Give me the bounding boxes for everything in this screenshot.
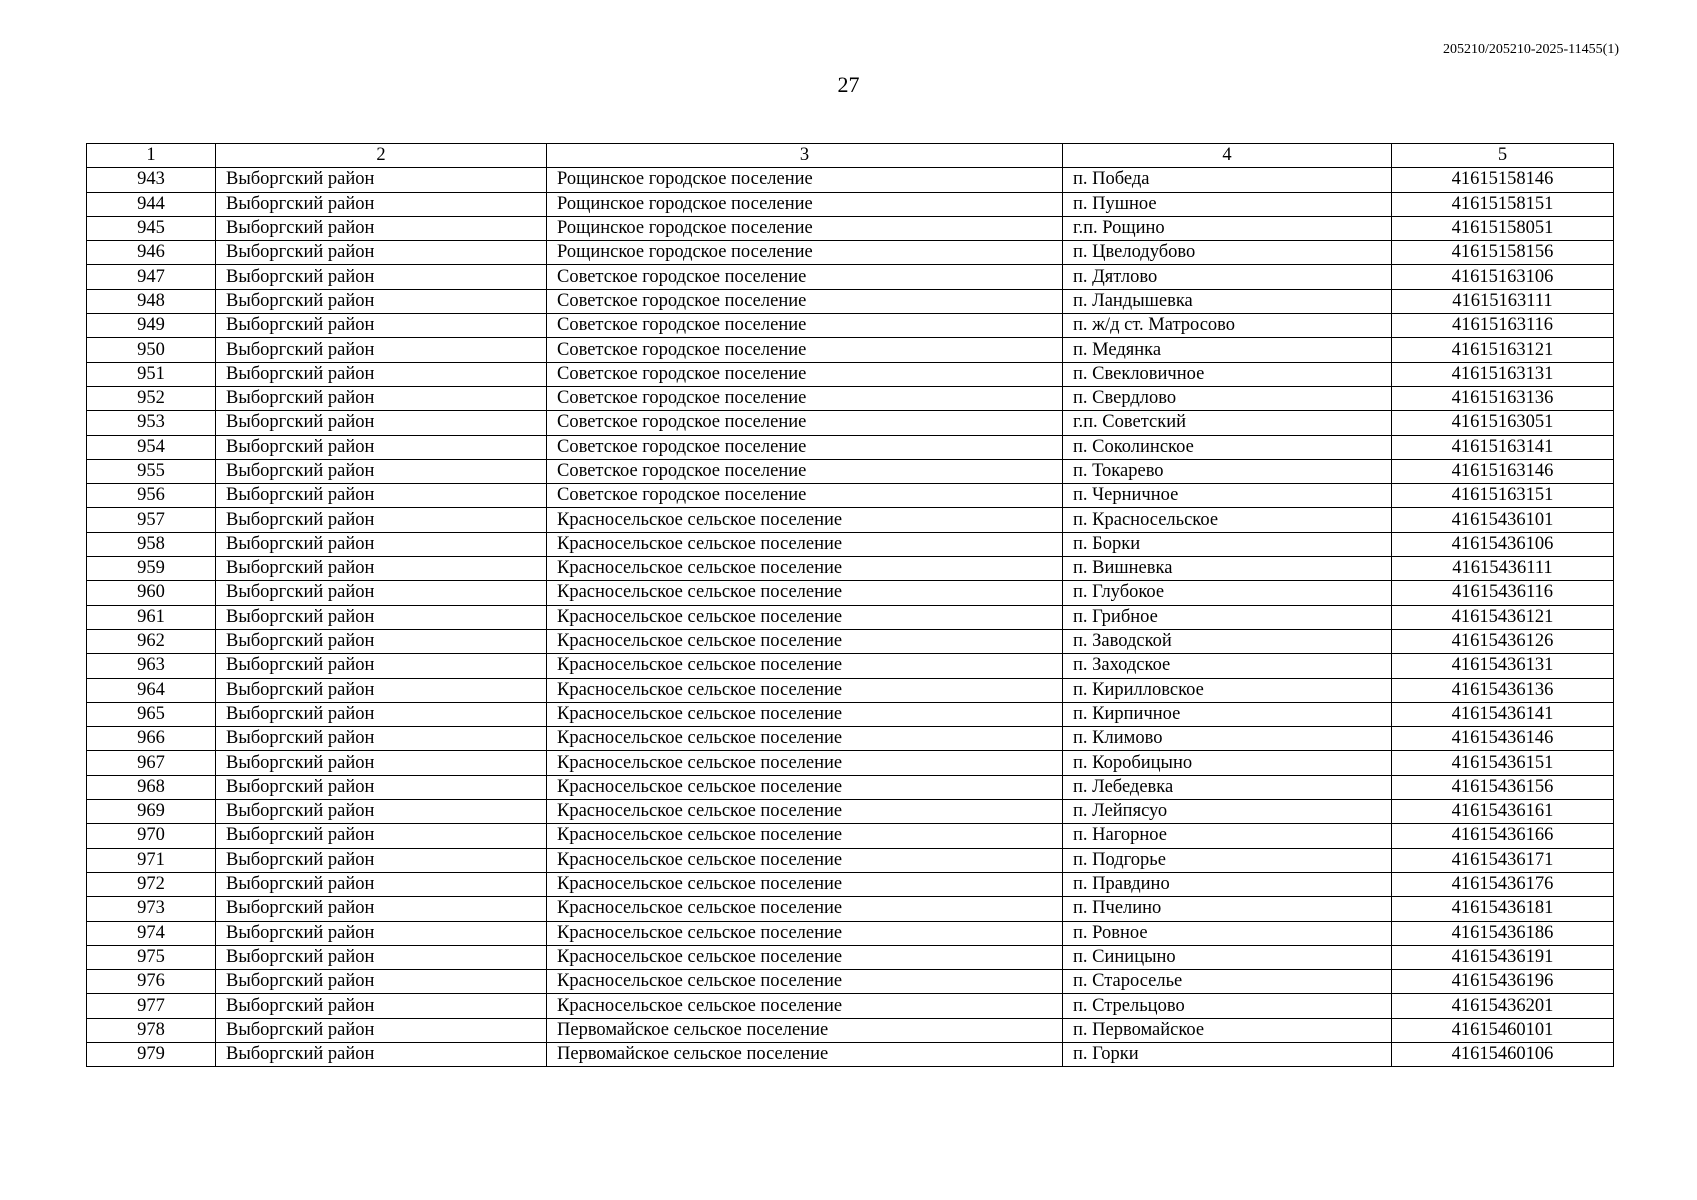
locality-cell: п. Ландышевка [1063,289,1392,313]
district-cell: Выборгский район [216,265,547,289]
locality-cell: п. ж/д ст. Матросово [1063,314,1392,338]
settlement-cell: Советское городское поселение [547,411,1063,435]
district-cell: Выборгский район [216,314,547,338]
locality-cell: п. Токарево [1063,459,1392,483]
oktmo-code-cell: 41615163141 [1392,435,1614,459]
oktmo-code-cell: 41615436111 [1392,557,1614,581]
table-row [87,265,1614,289]
locality-cell: п. Кирпичное [1063,702,1392,726]
district-cell: Выборгский район [216,872,547,896]
settlement-cell: Красносельское сельское поселение [547,751,1063,775]
district-cell: Выборгский район [216,216,547,240]
header-row [87,144,1614,168]
locality-cell: п. Борки [1063,532,1392,556]
table-row [87,629,1614,653]
locality-cell: п. Климово [1063,727,1392,751]
table-body [87,168,1614,1067]
row-number-cell: 978 [87,1018,216,1042]
row-number-cell: 965 [87,702,216,726]
table-row [87,605,1614,629]
district-cell: Выборгский район [216,945,547,969]
row-number-cell: 977 [87,994,216,1018]
settlement-cell: Красносельское сельское поселение [547,945,1063,969]
district-cell: Выборгский район [216,168,547,192]
row-number-cell: 973 [87,897,216,921]
row-number-cell: 957 [87,508,216,532]
locality-cell: п. Глубокое [1063,581,1392,605]
district-cell: Выборгский район [216,338,547,362]
settlement-cell: Советское городское поселение [547,459,1063,483]
oktmo-code-cell: 41615163136 [1392,386,1614,410]
settlement-cell: Советское городское поселение [547,362,1063,386]
settlement-cell: Рощинское городское поселение [547,192,1063,216]
oktmo-code-cell: 41615436171 [1392,848,1614,872]
settlement-cell: Красносельское сельское поселение [547,532,1063,556]
oktmo-code-cell: 41615436186 [1392,921,1614,945]
oktmo-code-cell: 41615436201 [1392,994,1614,1018]
document-id: 205210/205210-2025-11455(1) [1442,42,1619,57]
settlement-cell: Красносельское сельское поселение [547,678,1063,702]
row-number-cell: 976 [87,970,216,994]
locality-cell: п. Вишневка [1063,557,1392,581]
oktmo-code-cell: 41615158146 [1392,168,1614,192]
table-row [87,751,1614,775]
district-cell: Выборгский район [216,508,547,532]
oktmo-code-cell: 41615436106 [1392,532,1614,556]
oktmo-code-cell: 41615436196 [1392,970,1614,994]
settlement-cell: Рощинское городское поселение [547,216,1063,240]
oktmo-code-cell: 41615436156 [1392,775,1614,799]
locality-cell: п. Заводской [1063,629,1392,653]
district-cell: Выборгский район [216,921,547,945]
district-cell: Выборгский район [216,800,547,824]
oktmo-code-cell: 41615460106 [1392,1042,1614,1066]
settlement-cell: Советское городское поселение [547,386,1063,410]
settlement-cell: Красносельское сельское поселение [547,824,1063,848]
table-row [87,1018,1614,1042]
row-number-cell: 944 [87,192,216,216]
oktmo-code-cell: 41615436181 [1392,897,1614,921]
oktmo-code-cell: 41615436161 [1392,800,1614,824]
district-cell: Выборгский район [216,751,547,775]
settlement-cell: Рощинское городское поселение [547,168,1063,192]
table-row [87,994,1614,1018]
table-row [87,824,1614,848]
district-cell: Выборгский район [216,581,547,605]
row-number-cell: 955 [87,459,216,483]
settlement-cell: Красносельское сельское поселение [547,654,1063,678]
district-cell: Выборгский район [216,727,547,751]
table-row [87,192,1614,216]
locality-cell: п. Синицыно [1063,945,1392,969]
district-cell: Выборгский район [216,1042,547,1066]
row-number-cell: 972 [87,872,216,896]
district-cell: Выборгский район [216,362,547,386]
settlement-cell: Красносельское сельское поселение [547,727,1063,751]
row-number-cell: 966 [87,727,216,751]
oktmo-code-cell: 41615436101 [1392,508,1614,532]
table-row [87,411,1614,435]
table-row [87,314,1614,338]
table-row [87,921,1614,945]
column-header-5: 5 [1392,144,1614,168]
oktmo-code-cell: 41615158156 [1392,241,1614,265]
oktmo-code-cell: 41615158151 [1392,192,1614,216]
row-number-cell: 961 [87,605,216,629]
district-cell: Выборгский район [216,289,547,313]
settlement-cell: Красносельское сельское поселение [547,872,1063,896]
table-row [87,581,1614,605]
table-row [87,508,1614,532]
row-number-cell: 951 [87,362,216,386]
locality-cell: п. Первомайское [1063,1018,1392,1042]
settlement-cell: Рощинское городское поселение [547,241,1063,265]
oktmo-code-cell: 41615436116 [1392,581,1614,605]
row-number-cell: 960 [87,581,216,605]
row-number-cell: 969 [87,800,216,824]
row-number-cell: 974 [87,921,216,945]
locality-cell: п. Цвелодубово [1063,241,1392,265]
row-number-cell: 945 [87,216,216,240]
district-cell: Выборгский район [216,411,547,435]
settlement-cell: Красносельское сельское поселение [547,557,1063,581]
table-row [87,216,1614,240]
locality-cell: п. Коробицыно [1063,751,1392,775]
table-row [87,532,1614,556]
table-row [87,897,1614,921]
locality-cell: п. Красносельское [1063,508,1392,532]
oktmo-code-cell: 41615436176 [1392,872,1614,896]
settlement-cell: Красносельское сельское поселение [547,970,1063,994]
locality-cell: п. Стрельцово [1063,994,1392,1018]
locality-cell: п. Подгорье [1063,848,1392,872]
district-cell: Выборгский район [216,775,547,799]
oktmo-code-cell: 41615158051 [1392,216,1614,240]
table-row [87,459,1614,483]
table-row [87,289,1614,313]
row-number-cell: 948 [87,289,216,313]
locality-cell: п. Дятлово [1063,265,1392,289]
oktmo-code-cell: 41615436151 [1392,751,1614,775]
table-row [87,386,1614,410]
district-cell: Выборгский район [216,994,547,1018]
row-number-cell: 963 [87,654,216,678]
locality-cell: п. Правдино [1063,872,1392,896]
settlement-cell: Красносельское сельское поселение [547,897,1063,921]
settlement-cell: Красносельское сельское поселение [547,581,1063,605]
column-header-1: 1 [87,144,216,168]
row-number-cell: 954 [87,435,216,459]
row-number-cell: 947 [87,265,216,289]
district-cell: Выборгский район [216,435,547,459]
oktmo-code-cell: 41615436191 [1392,945,1614,969]
table-row [87,678,1614,702]
oktmo-code-cell: 41615163111 [1392,289,1614,313]
table-row [87,872,1614,896]
district-cell: Выборгский район [216,970,547,994]
district-cell: Выборгский район [216,654,547,678]
row-number-cell: 979 [87,1042,216,1066]
district-cell: Выборгский район [216,484,547,508]
settlements-table [86,143,1614,1067]
table-row [87,775,1614,799]
column-header-4: 4 [1063,144,1392,168]
row-number-cell: 950 [87,338,216,362]
table-row [87,241,1614,265]
settlement-cell: Красносельское сельское поселение [547,605,1063,629]
table-row [87,362,1614,386]
table-row [87,945,1614,969]
row-number-cell: 949 [87,314,216,338]
district-cell: Выборгский район [216,386,547,410]
table-row [87,1042,1614,1066]
locality-cell: п. Пчелино [1063,897,1392,921]
row-number-cell: 970 [87,824,216,848]
settlement-cell: Советское городское поселение [547,338,1063,362]
table-row [87,338,1614,362]
settlement-cell: Советское городское поселение [547,484,1063,508]
district-cell: Выборгский район [216,848,547,872]
district-cell: Выборгский район [216,824,547,848]
settlement-cell: Красносельское сельское поселение [547,800,1063,824]
row-number-cell: 943 [87,168,216,192]
row-number-cell: 959 [87,557,216,581]
oktmo-code-cell: 41615436141 [1392,702,1614,726]
oktmo-code-cell: 41615460101 [1392,1018,1614,1042]
settlement-cell: Красносельское сельское поселение [547,702,1063,726]
column-header-2: 2 [216,144,547,168]
district-cell: Выборгский район [216,1018,547,1042]
settlement-cell: Советское городское поселение [547,265,1063,289]
district-cell: Выборгский район [216,702,547,726]
district-cell: Выборгский район [216,897,547,921]
locality-cell: г.п. Рощино [1063,216,1392,240]
district-cell: Выборгский район [216,459,547,483]
locality-cell: п. Староселье [1063,970,1392,994]
row-number-cell: 946 [87,241,216,265]
settlement-cell: Красносельское сельское поселение [547,848,1063,872]
table-row [87,484,1614,508]
oktmo-code-cell: 41615436131 [1392,654,1614,678]
settlement-cell: Красносельское сельское поселение [547,994,1063,1018]
oktmo-code-cell: 41615163121 [1392,338,1614,362]
oktmo-code-cell: 41615163106 [1392,265,1614,289]
oktmo-code-cell: 41615163116 [1392,314,1614,338]
table-row [87,702,1614,726]
settlement-cell: Первомайское сельское поселение [547,1042,1063,1066]
locality-cell: п. Медянка [1063,338,1392,362]
oktmo-code-cell: 41615163146 [1392,459,1614,483]
oktmo-code-cell: 41615163131 [1392,362,1614,386]
row-number-cell: 958 [87,532,216,556]
row-number-cell: 952 [87,386,216,410]
locality-cell: п. Свекловичное [1063,362,1392,386]
locality-cell: п. Горки [1063,1042,1392,1066]
locality-cell: п. Соколинское [1063,435,1392,459]
row-number-cell: 968 [87,775,216,799]
table-row [87,435,1614,459]
table-row [87,168,1614,192]
row-number-cell: 971 [87,848,216,872]
district-cell: Выборгский район [216,605,547,629]
oktmo-code-cell: 41615436146 [1392,727,1614,751]
table-header [87,144,1614,168]
settlement-cell: Советское городское поселение [547,435,1063,459]
oktmo-code-cell: 41615436121 [1392,605,1614,629]
table-row [87,800,1614,824]
row-number-cell: 956 [87,484,216,508]
locality-cell: г.п. Советский [1063,411,1392,435]
district-cell: Выборгский район [216,678,547,702]
locality-cell: п. Лейпясуо [1063,800,1392,824]
settlement-cell: Красносельское сельское поселение [547,775,1063,799]
locality-cell: п. Ровное [1063,921,1392,945]
district-cell: Выборгский район [216,557,547,581]
locality-cell: п. Пушное [1063,192,1392,216]
locality-cell: п. Лебедевка [1063,775,1392,799]
settlement-cell: Красносельское сельское поселение [547,508,1063,532]
settlement-cell: Красносельское сельское поселение [547,921,1063,945]
table-row [87,970,1614,994]
district-cell: Выборгский район [216,192,547,216]
district-cell: Выборгский район [216,629,547,653]
settlement-cell: Красносельское сельское поселение [547,629,1063,653]
locality-cell: п. Нагорное [1063,824,1392,848]
settlement-cell: Первомайское сельское поселение [547,1018,1063,1042]
page-number: 27 [837,72,860,97]
locality-cell: п. Грибное [1063,605,1392,629]
oktmo-code-cell: 41615436166 [1392,824,1614,848]
row-number-cell: 967 [87,751,216,775]
locality-cell: п. Черничное [1063,484,1392,508]
locality-cell: п. Заходское [1063,654,1392,678]
locality-cell: п. Победа [1063,168,1392,192]
district-cell: Выборгский район [216,241,547,265]
table-row [87,848,1614,872]
settlement-cell: Советское городское поселение [547,314,1063,338]
oktmo-code-cell: 41615436136 [1392,678,1614,702]
oktmo-code-cell: 41615163051 [1392,411,1614,435]
row-number-cell: 953 [87,411,216,435]
row-number-cell: 964 [87,678,216,702]
oktmo-code-cell: 41615436126 [1392,629,1614,653]
oktmo-code-cell: 41615163151 [1392,484,1614,508]
district-cell: Выборгский район [216,532,547,556]
table-row [87,557,1614,581]
locality-cell: п. Свердлово [1063,386,1392,410]
row-number-cell: 962 [87,629,216,653]
row-number-cell: 975 [87,945,216,969]
settlement-cell: Советское городское поселение [547,289,1063,313]
table-row [87,727,1614,751]
locality-cell: п. Кирилловское [1063,678,1392,702]
column-header-3: 3 [547,144,1063,168]
table-row [87,654,1614,678]
